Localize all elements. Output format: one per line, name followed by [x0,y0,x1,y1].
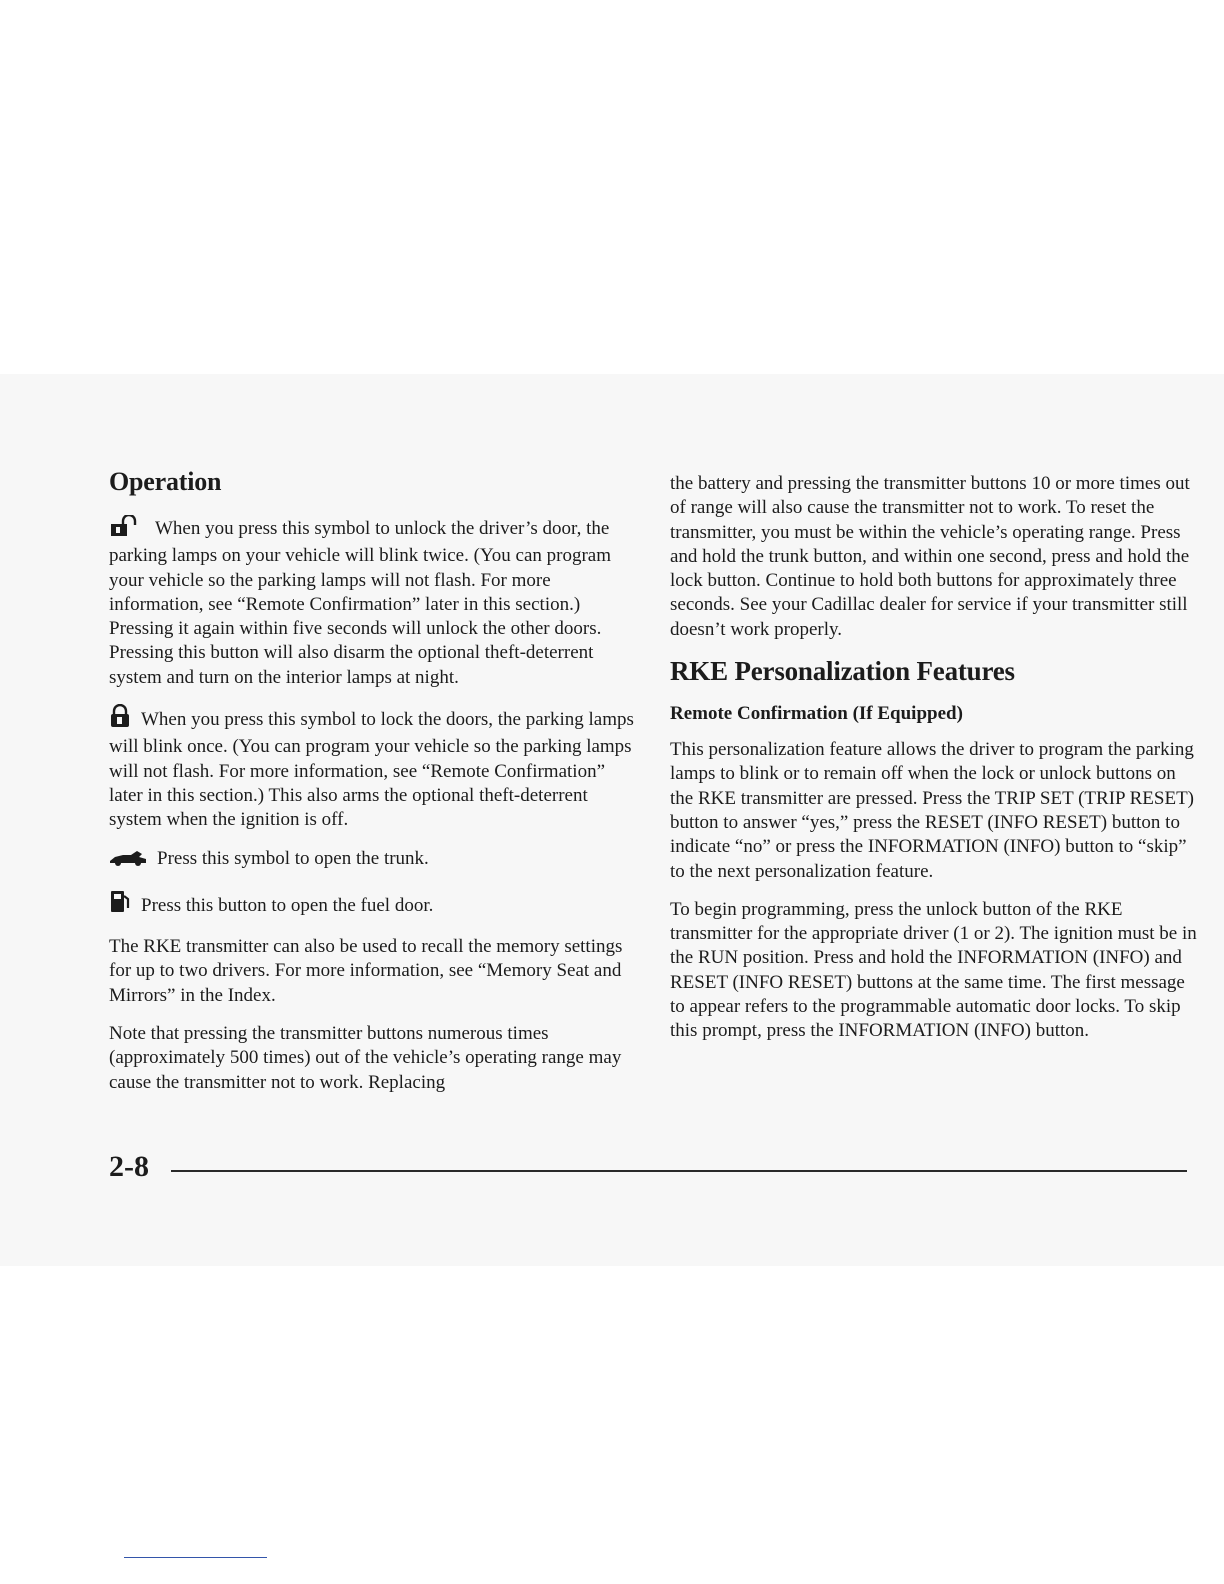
trunk-text: Press this symbol to open the trunk. [157,847,429,869]
personalization-paragraph: This personalization feature allows the driver to program the parking lamps to blink or to remain off when the lock or unlock buttons on the RKE transmitter are pressed. Press the TRIP SET (TRIP RESET) button to answer “yes,” press the RESET (INFO RESET) button to indicate “no” or press the INFORMATION (INFO) button to “skip” to the next personalization feature. [670,739,1195,882]
lock-paragraph [109,704,639,832]
trunk-paragraph [109,847,639,874]
left-column [109,467,639,1109]
footer-rule [171,1170,1187,1172]
page-footer [109,1150,1189,1190]
note-paragraph: Note that pressing the transmitter buttons numerous times (approximately 500 times) out of the vehicle’s operating range may cause the transmitter not to work. Replacing [109,1023,622,1093]
trunk-icon [109,849,147,874]
page-number: 2-8 [109,1150,149,1183]
battery-paragraph: the battery and pressing the transmitter buttons 10 or more times out of range will also cause the transmitter not to work. To reset the transmitter, you must be within the vehicle’s operating range. Press and hold the trunk button, and within one second, press and hold the lock button. Continue to hold both buttons for approximately three seconds. See your Cadillac dealer for service if your transmitter still doesn’t work properly. [670,473,1190,640]
operation-heading: Operation [109,467,222,496]
lock-icon [109,704,131,735]
memory-paragraph: The RKE transmitter can also be used to recall the memory settings for up to two drivers. For more information, see “Memory Seat and Mirrors” in the Index. [109,936,623,1006]
right-column [670,472,1200,1058]
remote-confirmation-heading: Remote Confirmation (If Equipped) [670,703,963,725]
programming-paragraph: To begin programming, press the unlock button of the RKE transmitter for the appropriate driver (1 or 2). The ignition must be in the RUN position. Press and hold the INFORMATION (INFO) and RESET (INFO RESET) buttons at the same time. The first message to appear refers to the programmable automatic door locks. To skip this prompt, press the INFORMATION (INFO) button. [670,898,1197,1042]
fuel-door-icon [109,888,131,921]
unlock-icon [109,515,145,544]
unlock-paragraph [109,515,639,690]
fuel-text: Press this button to open the fuel door. [141,894,434,916]
rke-heading: RKE Personalization Features [670,656,1015,687]
fuel-paragraph [109,888,639,921]
unlock-text: When you press this symbol to unlock the driver’s door, the parking lamps on your vehicle will blink twice. (You can program your vehicle so the parking lamps will not flash. For more information, see “Remote Confirmation” later in this section.) Pressing it again within five seconds will unlock the other doors. Pressing this button will also disarm the optional theft-deterrent system and turn on the interior lamps at night. [109,518,611,688]
bottom-divider [124,1557,267,1558]
lock-text: When you press this symbol to lock the doors, the parking lamps will blink once. (You can program your vehicle so the parking lamps will not flash. For more information, see “Remote Confirmation” later in this section.) This also arms the optional theft-deterrent system when the ignition is off. [109,709,634,831]
